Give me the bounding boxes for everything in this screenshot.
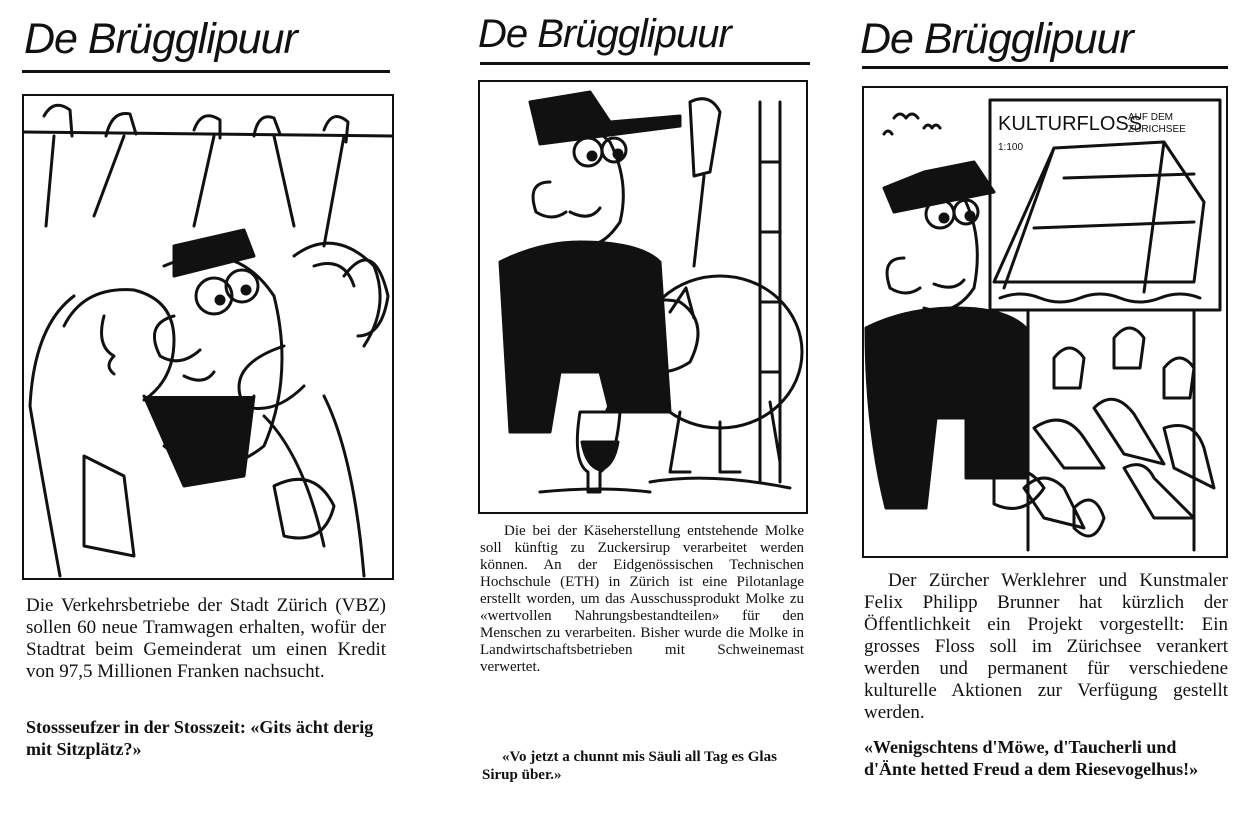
sign-scale: 1:100: [998, 142, 1024, 153]
title-rule: [480, 62, 810, 65]
punchline: «Vo jetzt a chunnt mis Säuli all Tag es Glas Sirup über.»: [482, 749, 777, 783]
pig-syrup-cartoon: [478, 80, 808, 514]
title-rule: [22, 70, 390, 73]
column-title: De Brügglipuur: [478, 12, 731, 56]
culture-raft-cartoon: [862, 86, 1228, 558]
column-title: De Brügglipuur: [24, 15, 297, 63]
punchline: «Wenigschtens d'Möwe, d'Taucherli und d'Änte hetted Freud a dem Riesevogelhus!»: [864, 737, 1199, 779]
sign-subtitle-2: ZÜRICHSEE: [1128, 124, 1186, 135]
sign-title: KULTURFLOSS: [998, 113, 1143, 135]
tram-crowd-drawing: [24, 96, 392, 578]
article-text: Der Zürcher Werklehrer und Kunstmaler Felix Philipp Brunner hat kürzlich der Öffentlichkeit ein Projekt vorgestellt: Ein grosses Floss soll im Zürichsee verankert werden und permanent für verschiedene kulturelle Aktionen zur Verfügung gestellt werden.: [864, 570, 1228, 723]
article-text: Die Verkehrsbetriebe der Stadt Zürich (VBZ) sollen 60 neue Tramwagen erhalten, wofür der Stadtrat beim Gemeinderat um einen Kredit von 97,5 Millionen Franken nachsucht.: [26, 595, 386, 682]
punchline: Stossseufzer in der Stosszeit: «Gits ächt derig mit Sitzplätz?»: [26, 717, 374, 759]
sign-subtitle-1: AUF DEM: [1128, 112, 1173, 123]
article-text: Die bei der Käseherstellung entstehende Molke soll künftig zu Zuckersirup verarbeitet werden können. An der Eidgenössischen Technischen Hochschule (ETH) in Zürich ist eine Pilotanlage erstellt worden, um das Ausschussprodukt Molke zu «wertvollen Nahrungsbestandteilen» für den Menschen zu verarbeiten. Bisher wurde die Molke in Landwirtschaftsbetrieben mit Schweinemast verwertet.: [480, 523, 804, 675]
column-title: De Brügglipuur: [860, 15, 1133, 63]
pig-syrup-drawing: [480, 82, 806, 512]
culture-raft-drawing: [864, 88, 1226, 556]
title-rule: [862, 66, 1228, 69]
tram-crowd-cartoon: [22, 94, 394, 580]
